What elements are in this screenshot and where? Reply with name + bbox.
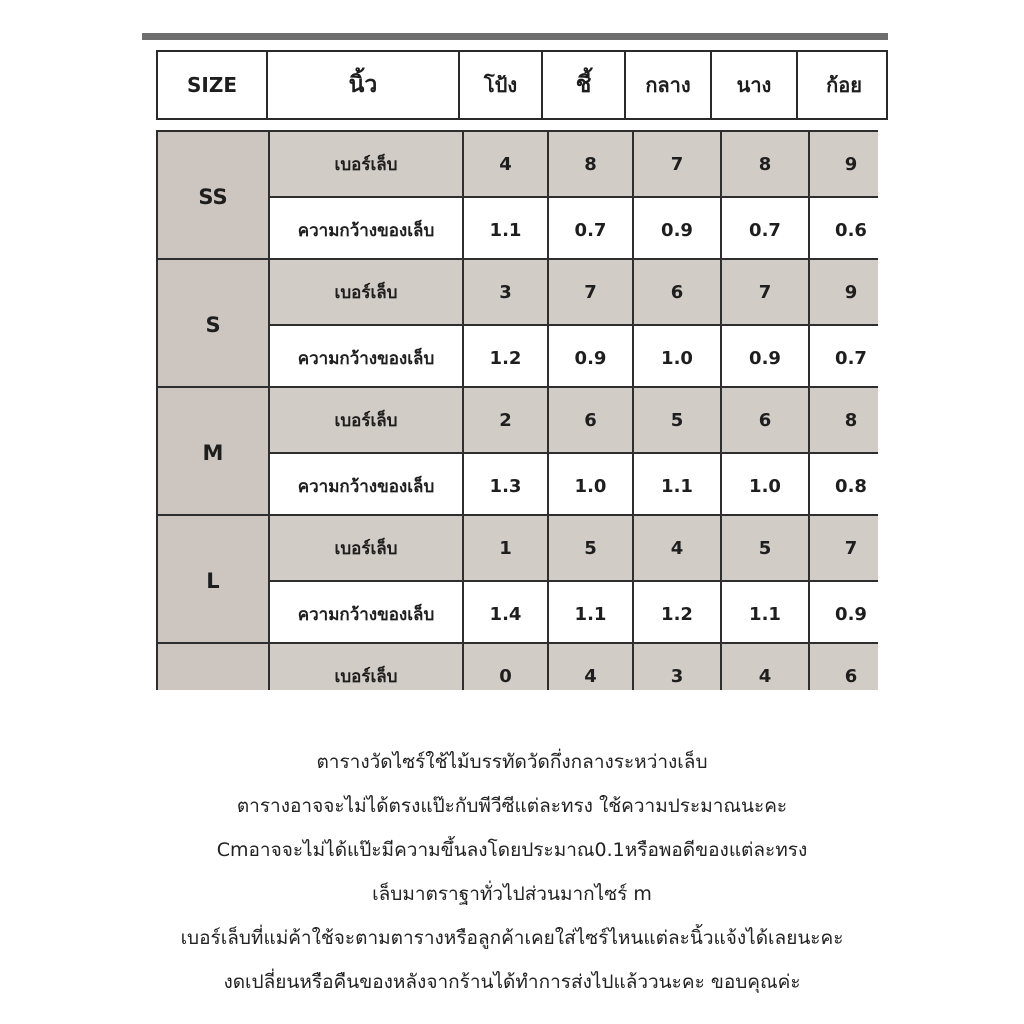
nail-width-cell: 1.1 <box>634 454 720 518</box>
row-label-number: เบอร์เล็บ <box>270 132 462 196</box>
note-line: งดเปลี่ยนหรือคืนของหลังจากร้านได้ทำการส่งไปแล้ววนะคะ ขอบคุณค่ะ <box>223 971 801 993</box>
note-line: Cmอาจจะไม่ได้แป๊ะมีความขึ้นลงโดยประมาณ0.1หรือพอดีของแต่ละทรง <box>216 839 808 861</box>
nail-number-cell: 7 <box>549 260 632 324</box>
nail-width-cell: 0.9 <box>549 326 632 390</box>
nail-width-cell: 1.1 <box>722 582 808 646</box>
nail-number-cell: 7 <box>810 516 878 580</box>
size-group-ss <box>156 130 878 258</box>
nail-number-cell: 0 <box>464 644 547 690</box>
nail-width-cell: 0.9 <box>810 582 878 646</box>
nail-width-cell: 1.0 <box>722 454 808 518</box>
nail-number-cell: 5 <box>549 516 632 580</box>
note-line: ตารางวัดไซร์ใช้ไม้บรรทัดวัดกึ่งกลางระหว่างเล็บ <box>316 751 708 773</box>
top-divider-bar <box>142 33 888 40</box>
row-label-width: ความกว้างของเล็บ <box>270 198 462 262</box>
nail-number-cell: 6 <box>634 260 720 324</box>
nail-number-cell: 3 <box>464 260 547 324</box>
header-ring: นาง <box>712 52 798 118</box>
nail-width-cell: 1.4 <box>464 582 547 646</box>
nail-width-cell: 1.1 <box>549 582 632 646</box>
note-line: เบอร์เล็บที่แม่ค้าใช้จะตามตารางหรือลูกค้าเคยใส่ไซร์ไหนแต่ละนิ้วแจ้งได้เลยนะคะ <box>180 927 844 949</box>
row-label-width: ความกว้างของเล็บ <box>270 454 462 518</box>
size-group-l <box>156 514 878 642</box>
nail-number-cell: 7 <box>722 260 808 324</box>
size-label: L <box>158 516 268 646</box>
nail-number-cell: 7 <box>634 132 720 196</box>
size-table <box>156 130 878 690</box>
note-line: ตารางอาจจะไม่ได้ตรงแป๊ะกับพีวีซีแต่ละทรง ใช้ความประมาณนะคะ <box>236 795 788 817</box>
header-index: ชี้ <box>543 52 626 118</box>
nail-width-cell: 1.0 <box>549 454 632 518</box>
note-line: เล็บมาตราฐาทั่วไปส่วนมากไซร์ m <box>372 883 652 905</box>
nail-number-cell: 4 <box>634 516 720 580</box>
nail-number-cell: 5 <box>722 516 808 580</box>
row-label-width: ความกว้างของเล็บ <box>270 582 462 646</box>
nail-number-cell: 4 <box>549 644 632 690</box>
nail-number-cell: 4 <box>722 644 808 690</box>
row-label-width: ความกว้างของเล็บ <box>270 326 462 390</box>
nail-width-cell: 0.6 <box>810 198 878 262</box>
size-label: S <box>158 260 268 390</box>
size-group-partial <box>156 642 878 690</box>
header-size: SIZE <box>158 52 268 118</box>
nail-width-cell: 1.1 <box>464 198 547 262</box>
nail-number-cell: 1 <box>464 516 547 580</box>
header-middle: กลาง <box>626 52 712 118</box>
header-pinky: ก้อย <box>826 73 862 97</box>
size-group-m <box>156 386 878 514</box>
nail-width-cell: 1.2 <box>464 326 547 390</box>
row-label-number: เบอร์เล็บ <box>270 644 462 690</box>
notes-block <box>0 740 1024 1004</box>
size-group-s <box>156 258 878 386</box>
nail-number-cell: 2 <box>464 388 547 452</box>
nail-width-cell: 0.7 <box>549 198 632 262</box>
nail-number-cell: 4 <box>464 132 547 196</box>
header-finger: นิ้ว <box>268 52 460 118</box>
size-label: M <box>158 388 268 518</box>
nail-number-cell: 8 <box>810 388 878 452</box>
nail-number-cell: 6 <box>549 388 632 452</box>
size-label <box>158 644 268 690</box>
nail-number-cell: 3 <box>634 644 720 690</box>
nail-width-cell: 0.7 <box>810 326 878 390</box>
table-header <box>156 50 888 120</box>
nail-number-cell: 9 <box>810 132 878 196</box>
nail-width-cell: 1.2 <box>634 582 720 646</box>
nail-number-cell: 6 <box>810 644 878 690</box>
nail-number-cell: 6 <box>722 388 808 452</box>
row-label-number: เบอร์เล็บ <box>270 260 462 324</box>
nail-width-cell: 0.8 <box>810 454 878 518</box>
size-label: SS <box>158 132 268 262</box>
nail-width-cell: 0.9 <box>722 326 808 390</box>
nail-number-cell: 9 <box>810 260 878 324</box>
nail-width-cell: 1.0 <box>634 326 720 390</box>
row-label-number: เบอร์เล็บ <box>270 516 462 580</box>
nail-width-cell: 1.3 <box>464 454 547 518</box>
nail-number-cell: 8 <box>549 132 632 196</box>
header-thumb: โป้ง <box>460 52 543 118</box>
row-label-number: เบอร์เล็บ <box>270 388 462 452</box>
nail-width-cell: 0.9 <box>634 198 720 262</box>
nail-number-cell: 5 <box>634 388 720 452</box>
nail-width-cell: 0.7 <box>722 198 808 262</box>
nail-number-cell: 8 <box>722 132 808 196</box>
